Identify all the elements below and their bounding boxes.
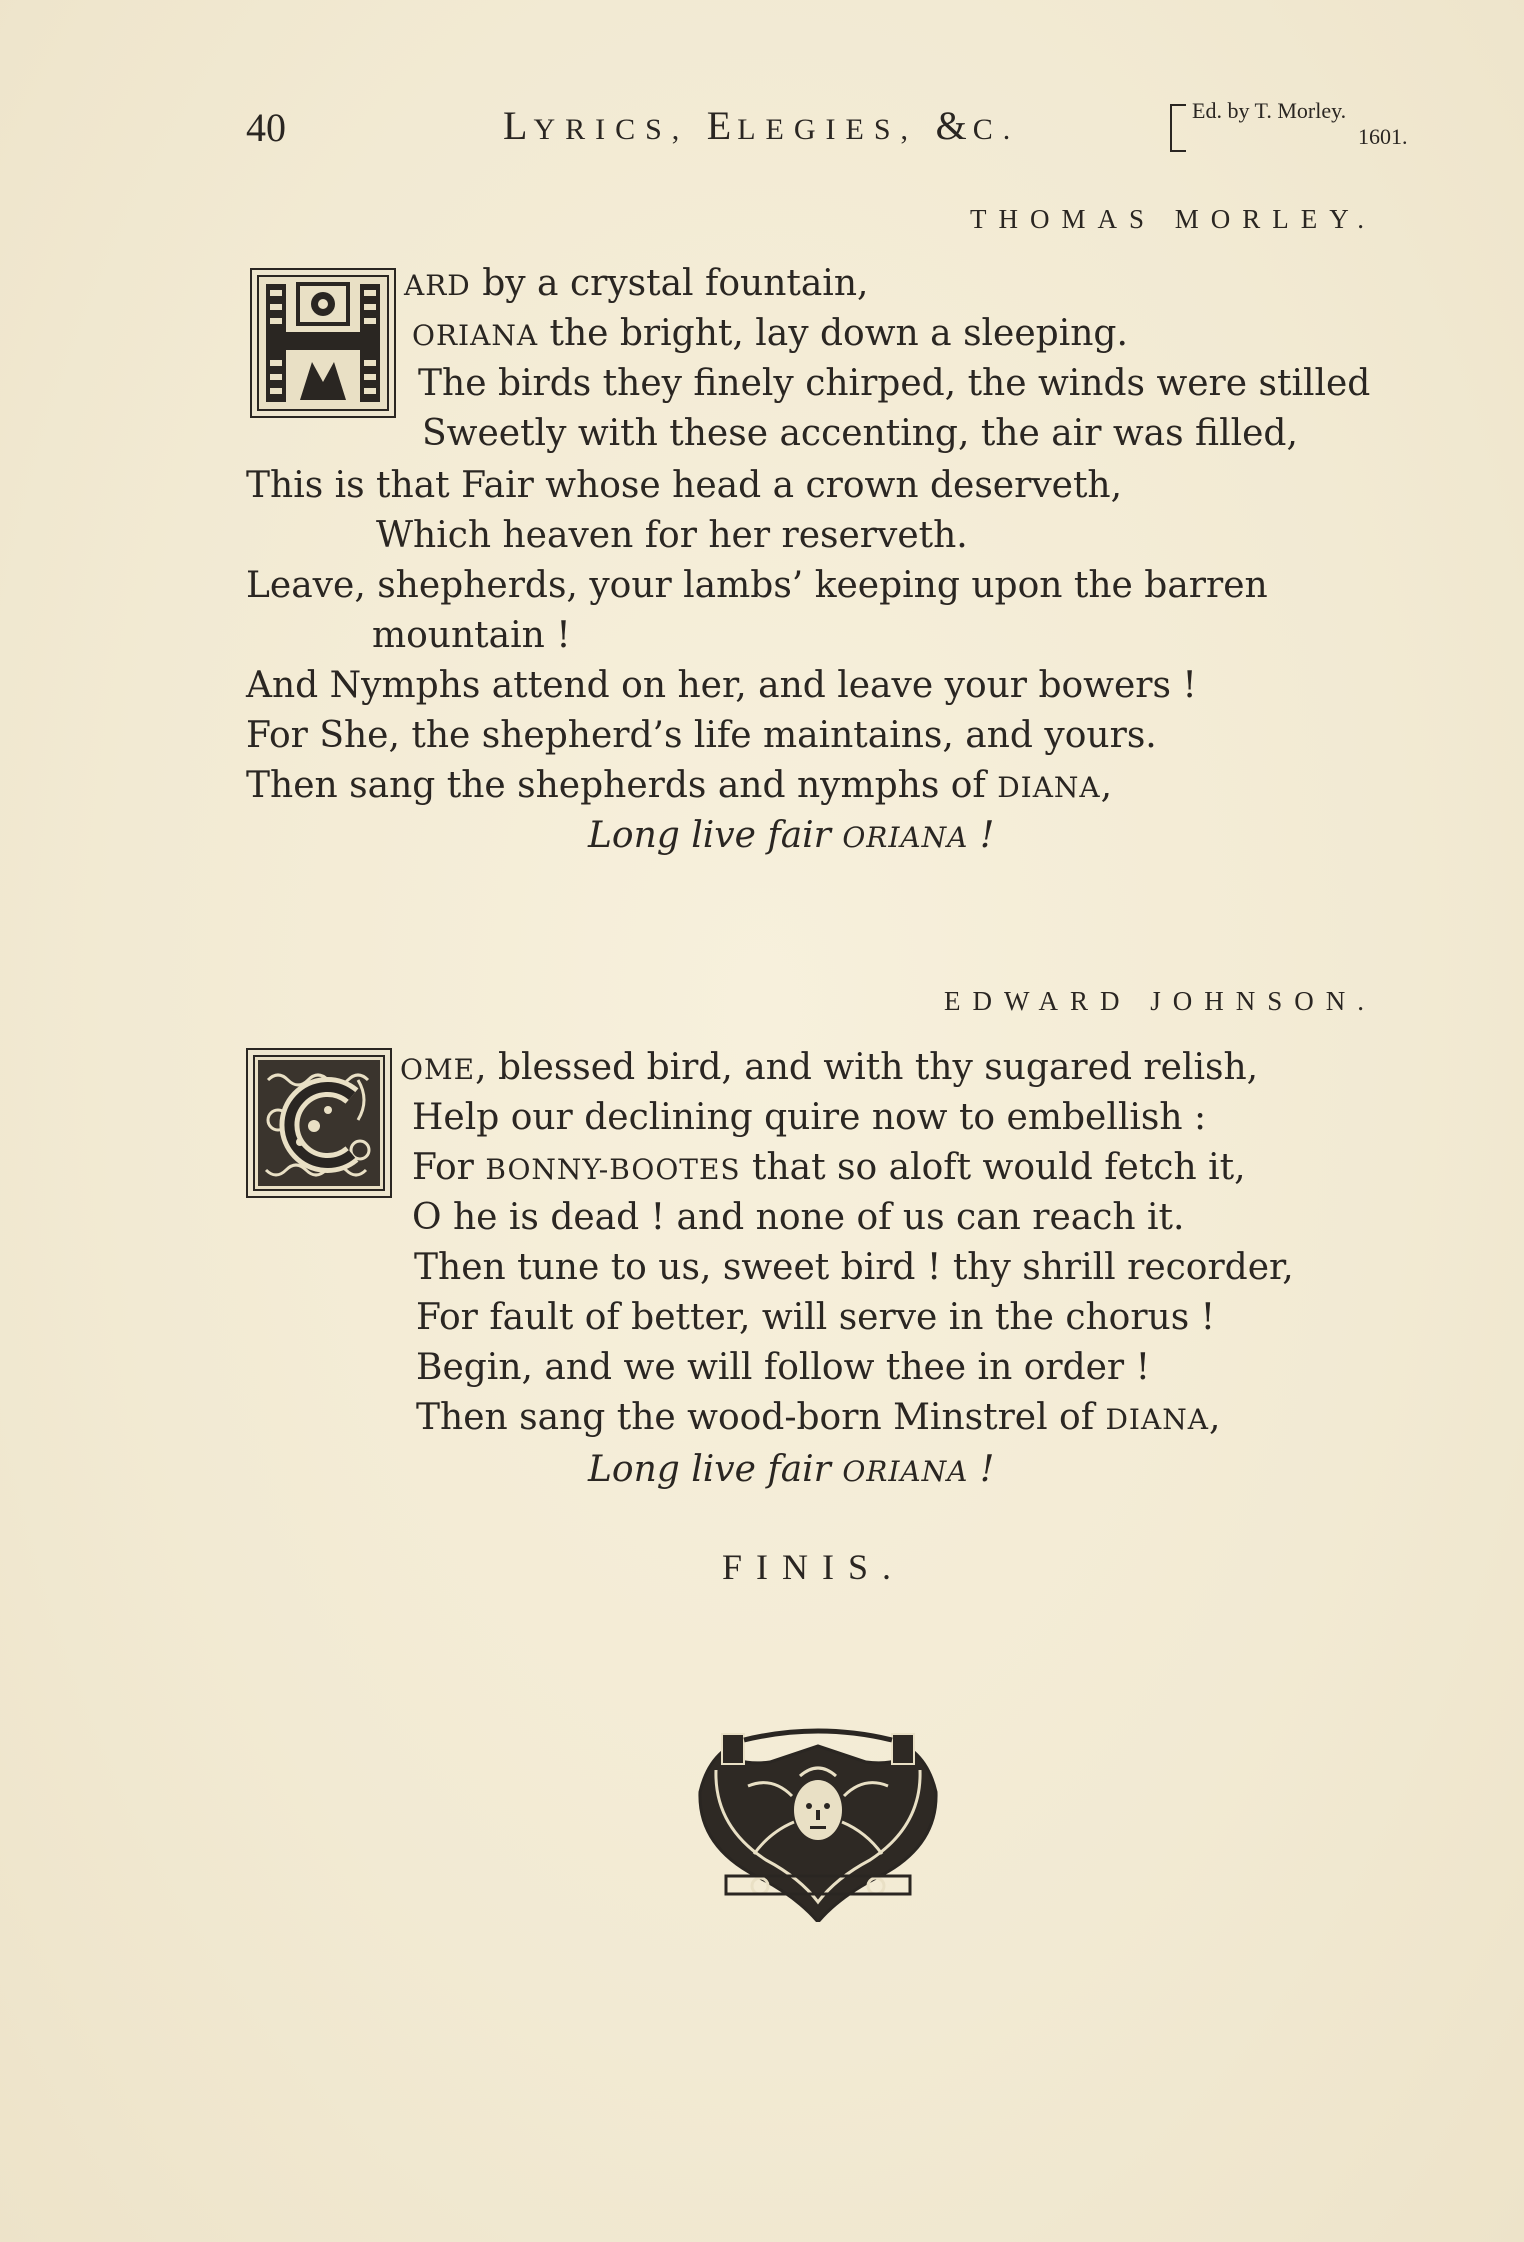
poem-line: For fault of better, will serve in the chorus !: [416, 1297, 1216, 1338]
poem-line: Help our declining quire now to embellish :: [412, 1097, 1207, 1138]
finis-label: FINIS.: [722, 1547, 906, 1587]
poem-line: This is that Fair whose head a crown deserveth,: [246, 465, 1123, 506]
face-shield-ornament-icon: [696, 1726, 940, 1922]
poem-line: Then sang the wood-born Minstrel of DIANA,: [416, 1397, 1221, 1438]
poem-line: Then sang the shepherds and nymphs of DIANA,: [246, 765, 1113, 806]
decorated-initial-h-icon: [250, 268, 396, 418]
decorated-initial-c-icon: [246, 1048, 392, 1198]
edition-editor-note: Ed. by T. Morley.: [1192, 98, 1347, 123]
poem-line: OME, blessed bird, and with thy sugared relish,: [400, 1047, 1259, 1088]
poem-line: The birds they finely chirped, the winds were stilled: [418, 363, 1371, 404]
poem-line: Begin, and we will follow thee in order !: [416, 1347, 1151, 1388]
edition-bracket: [1170, 104, 1186, 152]
poem-line: And Nymphs attend on her, and leave your bowers !: [246, 665, 1197, 706]
poem-line: O he is dead ! and none of us can reach it.: [412, 1197, 1185, 1238]
poem-line: Which heaven for her reserveth.: [376, 515, 968, 556]
poem-line: ORIANA the bright, lay down a sleeping.: [412, 313, 1128, 354]
poem-line: Leave, shepherds, your lambs’ keeping upon the barren: [246, 565, 1268, 606]
poem-line: mountain !: [372, 615, 571, 656]
poem-line: ARD by a crystal fountain,: [404, 263, 869, 304]
poem-line: Then tune to us, sweet bird ! thy shrill recorder,: [414, 1247, 1294, 1288]
author-heading-johnson: EDWARD JOHNSON.: [943, 986, 1376, 1016]
author-heading-morley: THOMAS MORLEY.: [969, 204, 1376, 234]
poem-line: For She, the shepherd’s life maintains, and yours.: [246, 715, 1157, 756]
edition-year: 1601.: [1358, 124, 1408, 149]
page-number: 40: [246, 105, 286, 150]
poem-line: For BONNY-BOOTES that so aloft would fetch it,: [412, 1147, 1246, 1188]
poem-line: Sweetly with these accenting, the air was filled,: [422, 413, 1298, 454]
refrain-line: Long live fair ORIANA !: [588, 1449, 995, 1490]
refrain-line: Long live fair ORIANA !: [588, 815, 995, 856]
running-title: LYRICS, ELEGIES, &C.: [503, 103, 1021, 148]
